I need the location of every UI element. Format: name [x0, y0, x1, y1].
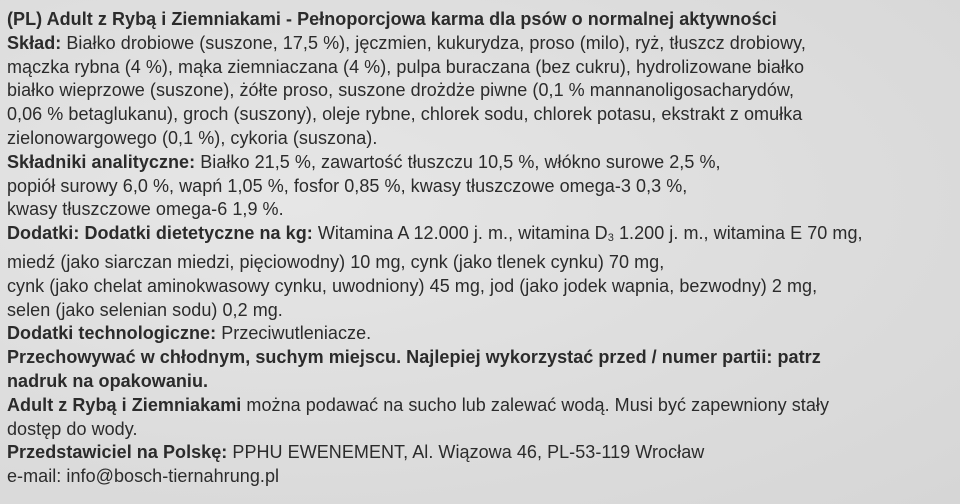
additives-label: Dodatki: Dodatki dietetyczne na kg: [7, 223, 313, 244]
technological-text: Przeciwutleniacze. [216, 323, 372, 344]
storage-text: nadruk na opakowaniu. [7, 370, 209, 391]
composition-text: białko wieprzowe (suszone), żółte proso, suszone drożdże piwne (0,1 % mannanoligosacharydów, [7, 80, 795, 101]
technological-additives-section [7, 322, 952, 346]
storage-text: Przechowywać w chłodnym, suchym miejscu. Najlepiej wykorzystać przed / numer partii: patrz [7, 347, 821, 368]
analytical-section [7, 151, 952, 222]
composition-label: Skład: [7, 32, 62, 53]
representative-section [7, 441, 952, 489]
representative-label: Przedstawiciel na Polskę: [7, 442, 228, 463]
feeding-section [7, 394, 952, 442]
additives-section [7, 222, 952, 322]
product-title: (PL) Adult z Rybą i Ziemniakami - Pełnoporcjowa karma dla psów o normalnej aktywności [7, 9, 777, 29]
analytical-text: Białko 21,5 %, zawartość tłuszczu 10,5 %, włókno surowe 2,5 %, [195, 151, 721, 172]
composition-section [7, 32, 952, 151]
feeding-text: można podawać na sucho lub zalewać wodą. Musi być zapewniony stały [241, 394, 830, 415]
additives-text: Witamina A 12.000 j. m., witamina D [312, 223, 608, 244]
vitamin-d-subscript: 3 [607, 232, 614, 245]
composition-text: zielonowargowego (0,1 %), cykoria (suszona). [7, 127, 378, 148]
representative-email: e-mail: info@bosch-tiernahrung.pl [7, 466, 280, 487]
composition-text: Białko drobiowe (suszone, 17,5 %), jęczmien, kukurydza, proso (milo), ryż, tłuszcz drobiowy, [61, 32, 806, 53]
analytical-text: kwasy tłuszczowe omega-6 1,9 %. [7, 199, 284, 220]
analytical-text: popiół surowy 6,0 %, wapń 1,05 %, fosfor 0,85 %, kwasy tłuszczowe omega-3 0,3 %, [7, 175, 688, 196]
additives-text: 1.200 j. m., witamina E 70 mg, [613, 223, 863, 244]
feeding-product-name: Adult z Rybą i Ziemniakami [7, 394, 242, 415]
additives-text: selen (jako selenian sodu) 0,2 mg. [7, 299, 283, 320]
composition-text: mączka rybna (4 %), mąka ziemniaczana (4 %), pulpa buraczana (bez cukru), hydrolizowane białko [7, 56, 805, 77]
analytical-label: Składniki analityczne: [7, 151, 196, 172]
storage-section [7, 346, 952, 394]
feeding-text: dostęp do wody. [7, 418, 138, 439]
technological-label: Dodatki technologiczne: [7, 323, 217, 344]
additives-text: miedź (jako siarczan miedzi, pięciowodny) 10 mg, cynk (jako tlenek cynku) 70 mg, [7, 251, 665, 272]
additives-text: cynk (jako chelat aminokwasowy cynku, uwodniony) 45 mg, jod (jako jodek wapnia, bezwodny) 2 mg, [7, 275, 818, 296]
representative-address: PPHU EWENEMENT, Al. Wiązowa 46, PL-53-119 Wrocław [227, 442, 705, 463]
composition-text: 0,06 % betaglukanu), groch (suszony), oleje rybne, chlorek sodu, chlorek potasu, ekstrakt z omułka [7, 104, 803, 125]
